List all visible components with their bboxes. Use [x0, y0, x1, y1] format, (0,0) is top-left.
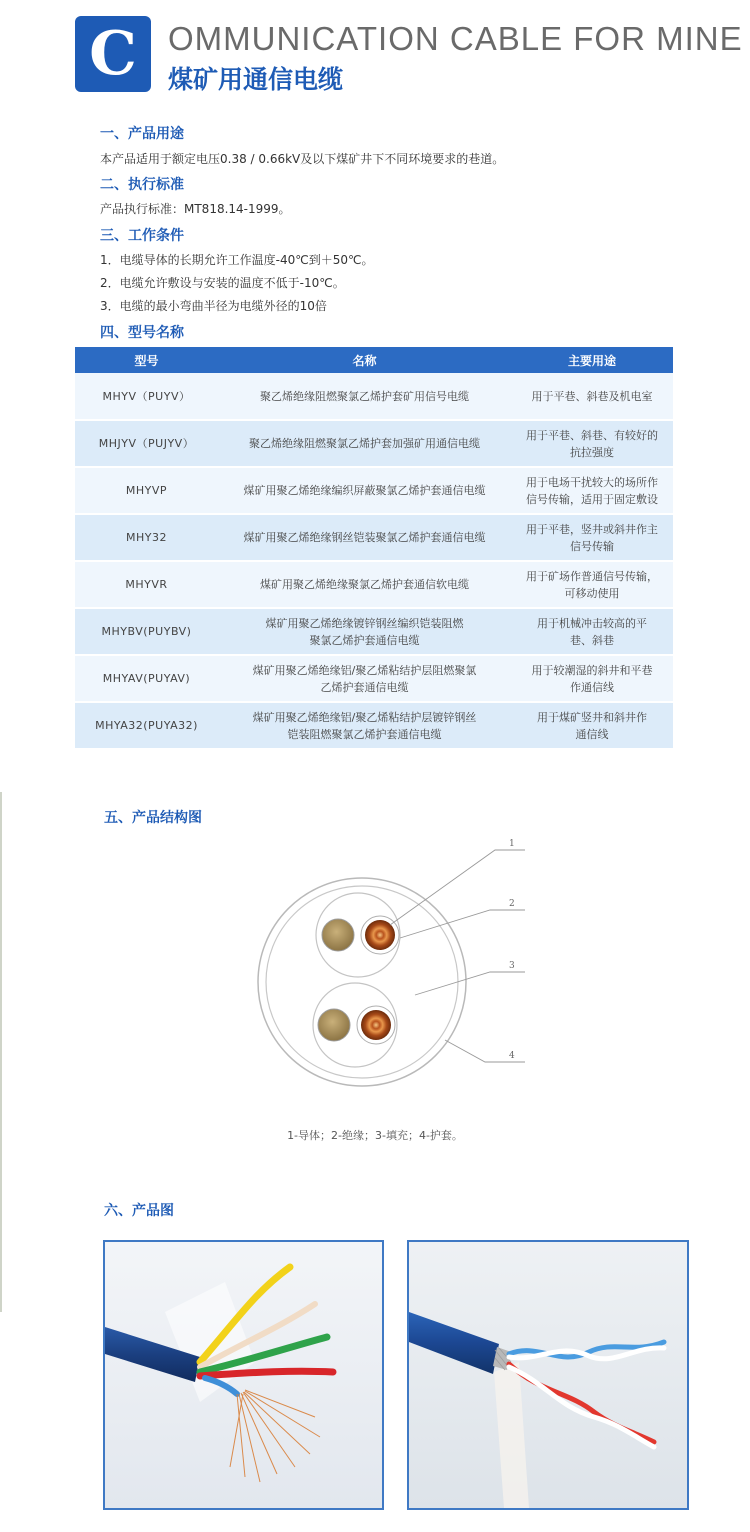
title-english: OMMUNICATION CABLE FOR MINE — [168, 20, 743, 57]
table-header-row — [75, 347, 673, 373]
table-row — [75, 373, 673, 420]
outer-sheath — [258, 878, 466, 1086]
page-header — [75, 16, 743, 96]
cell-name: 煤矿用聚乙烯绝缘编织屏蔽聚氯乙烯护套通信电缆 — [218, 467, 511, 514]
cell-name: 聚乙烯绝缘阻燃聚氯乙烯护套矿用信号电缆 — [218, 373, 511, 420]
cell-use: 用于煤矿竖井和斜井作 通信线 — [511, 702, 673, 749]
cell-use: 用于矿场作普通信号传输， 可移动使用 — [511, 561, 673, 608]
section-models-heading: 四、型号名称 — [100, 325, 184, 341]
cell-name: 煤矿用聚乙烯绝缘镀锌钢丝编织铠装阻燃 聚氯乙烯护套通信电缆 — [218, 608, 511, 655]
cell-use: 用于较潮湿的斜井和平巷 作通信线 — [511, 655, 673, 702]
cell-name: 煤矿用聚乙烯绝缘铝/聚乙烯粘结护层镀锌钢丝 铠装阻燃聚氯乙烯护套通信电缆 — [218, 702, 511, 749]
product-photo-multicore — [103, 1240, 384, 1510]
page-edge-line — [0, 792, 2, 1312]
logo-letter: C — [89, 19, 137, 89]
table-row — [75, 655, 673, 702]
callout-label-1: 1 — [509, 839, 515, 849]
table-row — [75, 702, 673, 749]
cell-name: 聚乙烯绝缘阻燃聚氯乙烯护套加强矿用通信电缆 — [218, 420, 511, 467]
cell-use: 用于机械冲击较高的平 巷、斜巷 — [511, 608, 673, 655]
table-row — [75, 561, 673, 608]
callout-label-4: 4 — [509, 1051, 515, 1061]
section-usage-text: 本产品适用于额定电压0.38 / 0.66kV及以下煤矿井下不同环境要求的巷道。 — [100, 152, 505, 166]
cell-use: 用于平巷、斜巷及机电室 — [511, 373, 673, 420]
condition-item: 1．电缆导体的长期允许工作温度-40℃到＋50℃。 — [100, 253, 374, 267]
condition-item: 3．电缆的最小弯曲半径为电缆外径的10倍 — [100, 299, 327, 313]
section-standard-heading: 二、执行标准 — [100, 177, 184, 193]
model-table — [75, 347, 673, 750]
section-standard-text: 产品执行标准：MT818.14-1999。 — [100, 202, 291, 216]
cell-name: 煤矿用聚乙烯绝缘钢丝铠装聚氯乙烯护套通信电缆 — [218, 514, 511, 561]
cell-use: 用于平巷、斜巷、有较好的 抗拉强度 — [511, 420, 673, 467]
condition-item: 2．电缆允许敷设与安装的温度不低于-10℃。 — [100, 276, 345, 290]
section-usage-heading: 一、产品用途 — [100, 126, 184, 142]
cell-name: 煤矿用聚乙烯绝缘聚氯乙烯护套通信软电缆 — [218, 561, 511, 608]
cell-model: MHYAV(PUYAV) — [75, 655, 218, 702]
cell-model: MHYV（PUYV） — [75, 373, 218, 420]
callout-label-3: 3 — [509, 961, 515, 971]
column-header-name: 名称 — [218, 347, 511, 373]
cell-name: 煤矿用聚乙烯绝缘铝/聚乙烯粘结护层阻燃聚氯 乙烯护套通信电缆 — [218, 655, 511, 702]
section-structure-heading: 五、产品结构图 — [104, 810, 202, 826]
cell-use: 用于电场干扰较大的场所作 信号传输，适用于固定敷设 — [511, 467, 673, 514]
cell-model: MHYBV(PUYBV) — [75, 608, 218, 655]
upper-pair — [316, 893, 400, 977]
column-header-use: 主要用途 — [511, 347, 673, 373]
table-row — [75, 420, 673, 467]
section-photos-heading: 六、产品图 — [104, 1203, 174, 1219]
cable-cross-section-diagram — [250, 830, 540, 1090]
column-header-model: 型号 — [75, 347, 218, 373]
callout-leaders — [390, 850, 525, 1062]
title-chinese: 煤矿用通信电缆 — [168, 65, 344, 94]
callout-label-2: 2 — [509, 899, 515, 909]
product-photo-twisted-pair — [407, 1240, 689, 1510]
table-row — [75, 608, 673, 655]
cell-model: MHYA32(PUYA32) — [75, 702, 218, 749]
logo-badge — [75, 16, 151, 92]
diagram-caption: 1-导体；2-绝缘；3-填充；4-护套。 — [287, 1129, 463, 1142]
lower-pair — [313, 983, 397, 1067]
cell-use: 用于平巷，竖井或斜井作主 信号传输 — [511, 514, 673, 561]
section-conditions-heading: 三、工作条件 — [100, 228, 184, 244]
table-row — [75, 514, 673, 561]
cell-model: MHYVR — [75, 561, 218, 608]
table-row — [75, 467, 673, 514]
cell-model: MHY32 — [75, 514, 218, 561]
cell-model: MHYVP — [75, 467, 218, 514]
cell-model: MHJYV（PUJYV） — [75, 420, 218, 467]
